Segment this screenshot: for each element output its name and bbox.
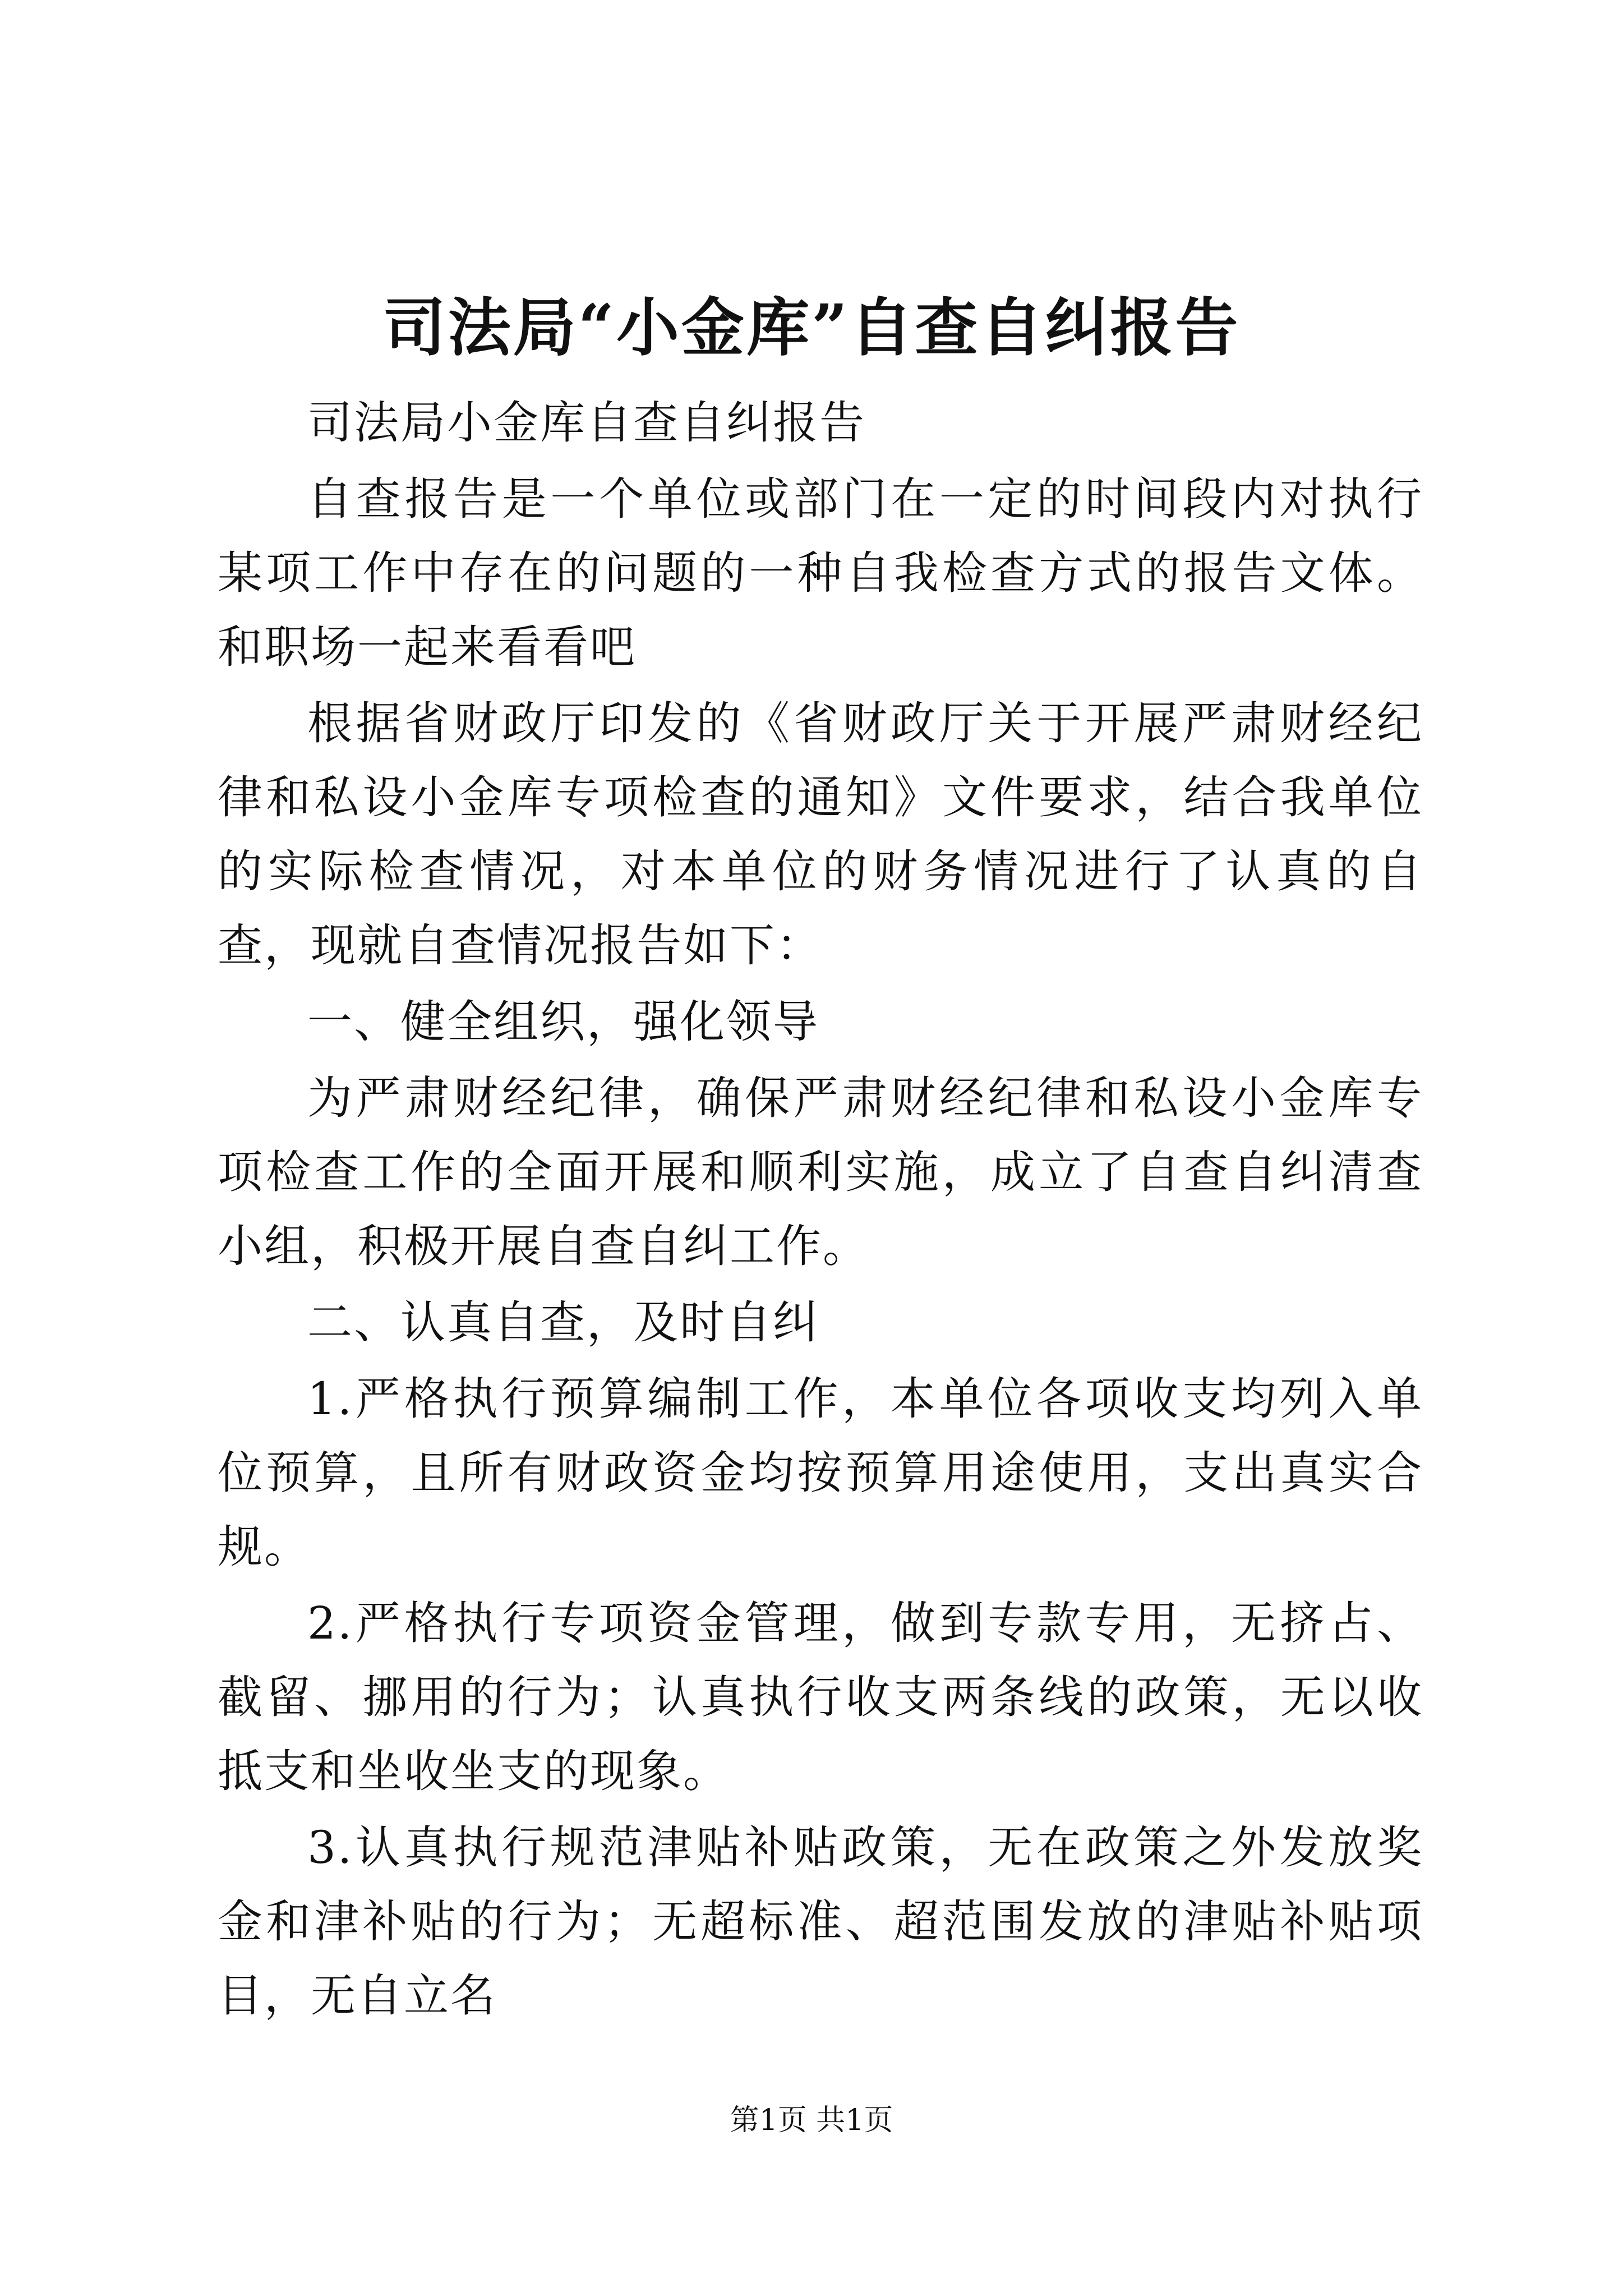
document-title: 司法局“小金库”自查自纠报告 <box>382 291 1241 365</box>
paragraph-organization: 为严肃财经纪律，确保严肃财经纪律和私设小金库专项检查工作的全面开展和顺利实施，成立了自查自纠清查小组，积极开展自查自纠工作。 <box>218 1072 1423 1272</box>
paragraph-intro: 自查报告是一个单位或部门在一定的时间段内对执行某项工作中存在的问题的一种自我检查方式的报告文体。和职场一起来看看吧 <box>218 473 1423 673</box>
paragraph-subtitle: 司法局小金库自查自纠报告 <box>307 397 866 449</box>
paragraph-item-2: 2.严格执行专项资金管理，做到专款专用，无挤占、截留、挪用的行为；认真执行收支两条线的政策，无以收抵支和坐收坐支的现象。 <box>218 1597 1423 1797</box>
paragraph-basis: 根据省财政厅印发的《省财政厅关于开展严肃财经纪律和私设小金库专项检查的通知》文件要求，结合我单位的实际检查情况，对本单位的财务情况进行了认真的自查，现就自查情况报告如下： <box>218 697 1423 972</box>
section-heading-1: 一、健全组织，强化领导 <box>307 996 819 1048</box>
document-body <box>218 386 1423 2035</box>
paragraph-item-3: 3.认真执行规范津贴补贴政策，无在政策之外发放奖金和津补贴的行为；无超标准、超范围发放的津贴补贴项目，无自立名 <box>218 1821 1423 2022</box>
page-footer: 第1页 共1页 <box>730 2104 893 2137</box>
section-heading-2: 二、认真自查，及时自纠 <box>307 1296 819 1349</box>
paragraph-item-1: 1.严格执行预算编制工作，本单位各项收支均列入单位预算，且所有财政资金均按预算用途使用，支出真实合规。 <box>218 1373 1423 1573</box>
